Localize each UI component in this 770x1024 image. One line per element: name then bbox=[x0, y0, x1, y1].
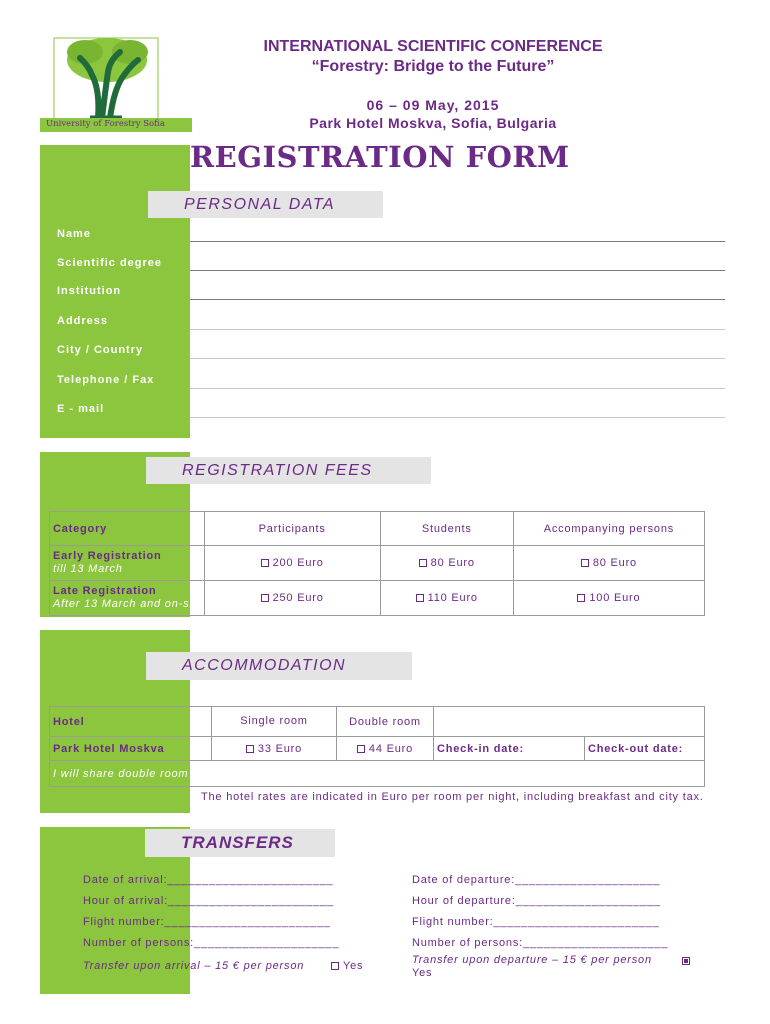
share-room-field[interactable]: I will share double room with: bbox=[50, 761, 705, 787]
section-transfers: TRANSFERS bbox=[145, 829, 335, 857]
table-row bbox=[50, 737, 705, 761]
table-row bbox=[50, 546, 705, 581]
checkbox-icon[interactable] bbox=[581, 559, 589, 567]
late-participants-option[interactable]: 250 Euro bbox=[204, 581, 380, 616]
early-participants-option[interactable]: 200 Euro bbox=[204, 546, 380, 581]
accommodation-header-hotel: Hotel bbox=[50, 707, 212, 737]
arrival-transfer-label: Transfer upon arrival – 15 € per person bbox=[83, 960, 305, 972]
university-caption: University of Forestry Sofia bbox=[46, 119, 165, 129]
fees-header-students: Students bbox=[380, 512, 513, 546]
early-students-option[interactable]: 80 Euro bbox=[380, 546, 513, 581]
checkout-date-field[interactable]: Check-out date: bbox=[585, 737, 705, 761]
late-accompanying-option[interactable]: 100 Euro bbox=[513, 581, 704, 616]
checkbox-icon[interactable] bbox=[577, 594, 585, 602]
checkbox-icon[interactable] bbox=[246, 745, 254, 753]
checkbox-icon[interactable] bbox=[261, 559, 269, 567]
tree-logo-icon bbox=[40, 30, 192, 132]
hotel-name: Park Hotel Moskva bbox=[50, 737, 212, 761]
fees-table bbox=[49, 511, 705, 616]
double-room-option[interactable]: 44 Euro bbox=[337, 737, 434, 761]
fees-header-accompanying: Accompanying persons bbox=[513, 512, 704, 546]
late-students-option[interactable]: 110 Euro bbox=[380, 581, 513, 616]
checkbox-icon[interactable] bbox=[419, 559, 427, 567]
city-country-input-line[interactable] bbox=[190, 358, 725, 359]
checkbox-icon[interactable] bbox=[331, 962, 339, 970]
label-email: E - mail bbox=[57, 403, 105, 415]
label-name: Name bbox=[57, 228, 91, 240]
section-personal-data: PERSONAL DATA bbox=[148, 191, 383, 218]
conference-venue: Park Hotel Moskva, Sofia, Bulgaria bbox=[309, 115, 557, 131]
conference-subtitle: “Forestry: Bridge to the Future” bbox=[311, 58, 555, 75]
accommodation-header-double: Double room bbox=[337, 707, 434, 737]
accommodation-table bbox=[49, 706, 705, 787]
arrival-flight-field[interactable]: Flight number:________________________ bbox=[83, 916, 331, 928]
university-logo bbox=[40, 30, 192, 132]
single-room-option[interactable]: 33 Euro bbox=[212, 737, 337, 761]
telephone-fax-input-line[interactable] bbox=[190, 388, 725, 389]
arrival-date-field[interactable]: Date of arrival:________________________ bbox=[83, 874, 334, 886]
accommodation-header-blank bbox=[434, 707, 705, 737]
checkbox-icon[interactable] bbox=[357, 745, 365, 753]
table-row bbox=[50, 761, 705, 787]
label-institution: Institution bbox=[57, 285, 122, 297]
early-accompanying-option[interactable]: 80 Euro bbox=[513, 546, 704, 581]
institution-input-line[interactable] bbox=[190, 299, 725, 300]
section-registration-fees: REGISTRATION FEES bbox=[146, 457, 431, 484]
email-input-line[interactable] bbox=[190, 417, 725, 418]
accommodation-header-single: Single room bbox=[212, 707, 337, 737]
fees-row-late: Late Registration After 13 March and on-site bbox=[50, 581, 205, 616]
departure-transfer-yes: Yes bbox=[412, 967, 433, 979]
arrival-transfer-yes-option[interactable]: Yes bbox=[331, 960, 363, 972]
fees-header-participants: Participants bbox=[204, 512, 380, 546]
label-telephone-fax: Telephone / Fax bbox=[57, 374, 155, 386]
table-row bbox=[50, 581, 705, 616]
fees-row-early: Early Registration till 13 March bbox=[50, 546, 205, 581]
address-input-line[interactable] bbox=[190, 329, 725, 330]
departure-transfer-checkbox-icon[interactable] bbox=[682, 957, 690, 965]
form-title: REGISTRATION FORM bbox=[190, 140, 570, 174]
hotel-rates-note: The hotel rates are indicated in Euro per room per night, including breakfast and city tax. bbox=[201, 791, 704, 803]
checkbox-icon[interactable] bbox=[261, 594, 269, 602]
fees-header-category: Category bbox=[50, 512, 205, 546]
checkbox-icon[interactable] bbox=[416, 594, 424, 602]
section-accommodation: ACCOMMODATION bbox=[146, 652, 412, 680]
label-scientific-degree: Scientific degree bbox=[57, 257, 163, 269]
name-input-line[interactable] bbox=[190, 241, 725, 242]
arrival-hour-field[interactable]: Hour of arrival:________________________ bbox=[83, 895, 334, 907]
checkin-date-field[interactable]: Check-in date: bbox=[434, 737, 585, 761]
conference-dates: 06 – 09 May, 2015 bbox=[366, 97, 500, 113]
label-address: Address bbox=[57, 315, 109, 327]
departure-flight-field[interactable]: Flight number:________________________ bbox=[412, 916, 660, 928]
departure-transfer-label: Transfer upon departure – 15 € per person bbox=[412, 954, 652, 966]
departure-hour-field[interactable]: Hour of departure:_____________________ bbox=[412, 895, 661, 907]
arrival-persons-field[interactable]: Number of persons:_____________________ bbox=[83, 937, 340, 949]
departure-date-field[interactable]: Date of departure:_____________________ bbox=[412, 874, 661, 886]
conference-title: INTERNATIONAL SCIENTIFIC CONFERENCE bbox=[263, 38, 603, 55]
scientific-degree-input-line[interactable] bbox=[190, 270, 725, 271]
label-city-country: City / Country bbox=[57, 344, 144, 356]
departure-persons-field[interactable]: Number of persons:_____________________ bbox=[412, 937, 669, 949]
